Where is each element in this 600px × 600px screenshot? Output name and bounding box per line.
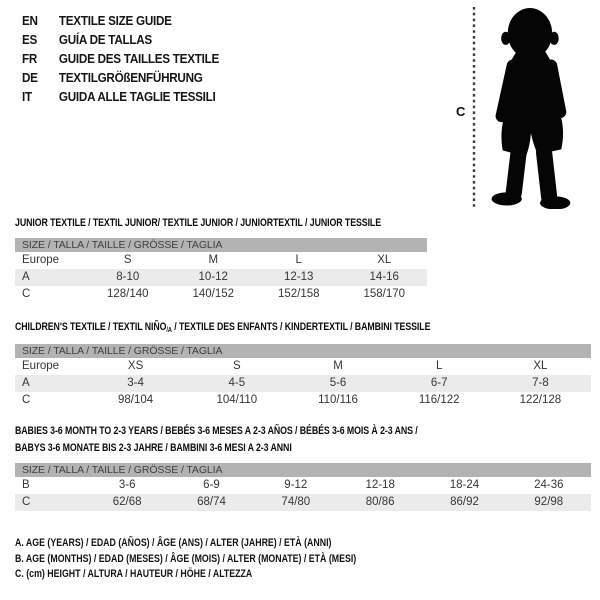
language-code: IT — [22, 89, 32, 104]
cell: L — [295, 254, 302, 266]
babies-section-title — [15, 423, 418, 457]
language-row — [22, 30, 219, 49]
cell: L — [436, 360, 443, 372]
cell: 98/104 — [118, 394, 154, 406]
row-label: A — [22, 377, 30, 389]
cell: M — [333, 360, 343, 372]
cell: 6-9 — [203, 479, 220, 491]
table-row — [15, 286, 427, 303]
cell: 12-13 — [284, 271, 314, 283]
cell: 18-24 — [449, 479, 480, 491]
cell: 104/110 — [216, 394, 258, 406]
cell: 110/116 — [318, 394, 358, 406]
language-row — [22, 68, 219, 87]
cell: 122/128 — [519, 394, 562, 406]
language-header — [22, 11, 241, 106]
language-label: TEXTILGRÖßENFÜHRUNG — [58, 70, 203, 85]
language-code: ES — [22, 32, 38, 47]
cell: 116/122 — [418, 394, 460, 406]
babies-title-line2: BABYS 3-6 MONATE BIS 2-3 JAHRE / BAMBINI 3-6 MESI A 2-3 ANNI — [15, 442, 292, 454]
language-row — [22, 11, 219, 30]
cell: 3-4 — [127, 377, 144, 389]
cell: 6-7 — [430, 377, 448, 389]
cell: 5-6 — [329, 377, 347, 389]
language-row — [22, 49, 219, 68]
children-title-pre: CHILDREN'S TEXTILE / TEXTIL NIÑO — [15, 321, 167, 333]
cell: 68/74 — [197, 496, 226, 508]
table-row — [15, 494, 591, 511]
footnote-c: C. (cm) HEIGHT / ALTURA / HAUTEUR / HÖHE / ALTEZZA — [15, 568, 253, 580]
row-label: C — [22, 288, 31, 300]
baby-silhouette — [477, 5, 597, 209]
children-section-title — [15, 319, 430, 339]
size-header-band: SIZE / TALLA / TAILLE / GRÖSSE / TAGLIA — [15, 463, 591, 477]
cell: 24-36 — [534, 479, 564, 491]
language-code: EN — [22, 13, 38, 28]
language-code: FR — [22, 51, 38, 66]
cell: 4-5 — [228, 377, 246, 389]
row-label: B — [22, 479, 30, 491]
cell: S — [232, 360, 241, 372]
language-code: DE — [22, 70, 38, 85]
row-label: Europe — [22, 254, 60, 266]
height-label-c: C — [456, 104, 466, 119]
babies-title-line1: BABIES 3-6 MONTH TO 2-3 YEARS / BEBÉS 3-6 MESES A 2-3 AÑOS / BÉBÉS 3-6 MOIS À 2-3 ANS / — [15, 425, 418, 437]
cell: 128/140 — [106, 288, 149, 300]
language-row — [22, 87, 219, 106]
size-header-band: SIZE / TALLA / TAILLE / GRÖSSE / TAGLIA — [15, 344, 591, 358]
cell: 10-12 — [198, 271, 228, 283]
cell: 74/80 — [281, 496, 311, 508]
size-header-band: SIZE / TALLA / TAILLE / GRÖSSE / TAGLIA — [15, 238, 427, 252]
footnote-a: A. AGE (YEARS) / EDAD (AÑOS) / ÂGE (ANS) / ALTER (JAHRE) / ETÀ (ANNI) — [15, 537, 332, 549]
cell: 9-12 — [284, 479, 308, 491]
cell: 7-8 — [532, 377, 549, 389]
cell: 8-10 — [116, 271, 140, 283]
table-row — [15, 358, 591, 375]
cell: 86/92 — [450, 496, 479, 508]
children-size-table — [15, 344, 591, 409]
cell: 62/68 — [112, 496, 142, 508]
language-label: GUÍA DE TALLAS — [58, 32, 152, 47]
table-row — [15, 392, 591, 409]
table-row — [15, 269, 427, 286]
cell: 80/86 — [365, 496, 395, 508]
row-label: C — [22, 496, 31, 508]
footnotes — [15, 536, 442, 583]
cell: 3-6 — [118, 479, 136, 491]
cell: XL — [377, 254, 392, 266]
footnote-b: B. AGE (MONTHS) / EDAD (MESES) / ÂGE (MOIS) / ALTER (MONATE) / ETÀ (MESI) — [15, 552, 357, 565]
row-label: Europe — [22, 360, 60, 372]
cell: 152/158 — [277, 288, 320, 300]
cell: 140/152 — [192, 288, 235, 300]
language-label: GUIDA ALLE TAGLIE TESSILI — [58, 89, 216, 104]
cell: 92/98 — [534, 496, 564, 508]
cell: 14-16 — [369, 271, 399, 283]
children-title-subscript: /A — [166, 327, 172, 334]
table-row — [15, 375, 591, 392]
table-row — [15, 477, 591, 494]
cell: S — [123, 254, 132, 266]
junior-section-title: JUNIOR TEXTILE / TEXTIL JUNIOR/ TEXTILE JUNIOR / JUNIORTEXTIL / JUNIOR TESSILE — [15, 217, 382, 229]
row-label: C — [22, 394, 31, 406]
table-row — [15, 252, 427, 269]
height-dashed-line — [472, 7, 476, 207]
junior-size-table — [15, 238, 427, 303]
cell: XL — [533, 360, 548, 372]
cell: XS — [127, 360, 144, 372]
cell: 158/170 — [363, 288, 406, 300]
cell: 12-18 — [365, 479, 395, 491]
children-title-post: / TEXTILE DES ENFANTS / KINDERTEXTIL / BAMBINI TESSILE — [171, 321, 431, 333]
language-label: TEXTILE SIZE GUIDE — [58, 13, 172, 28]
cell: M — [208, 254, 219, 266]
row-label: A — [22, 271, 30, 283]
language-label: GUIDE DES TAILLES TEXTILE — [58, 51, 220, 66]
babies-size-table — [15, 463, 591, 511]
